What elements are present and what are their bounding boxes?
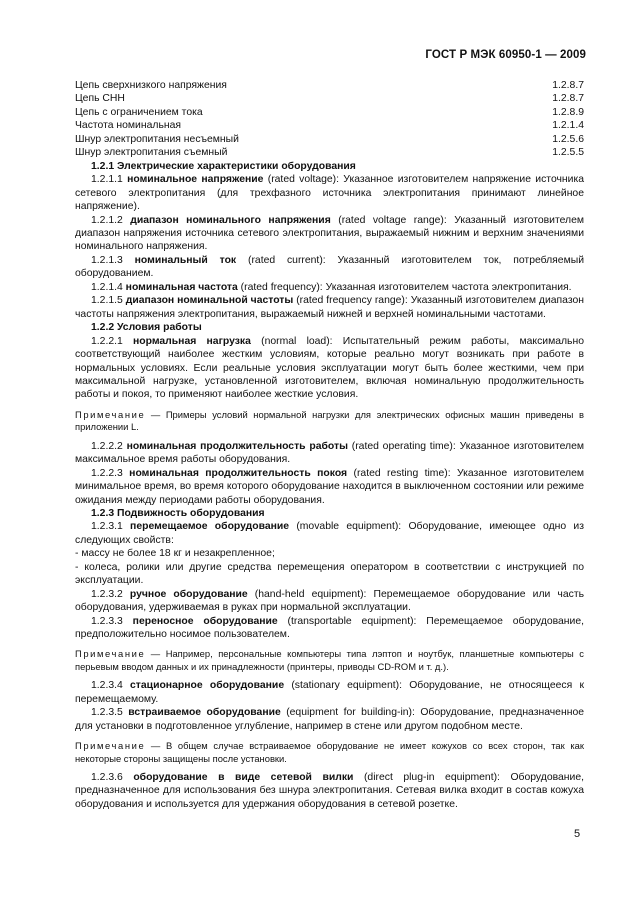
clause-term: номинальное напряжение [127, 174, 264, 186]
list-item: - массу не более 18 кг и незакрепленное; [75, 548, 275, 560]
clause-number: 1.2.3.5 [91, 707, 123, 719]
clause-text: (direct plug-in equipment): Оборудование, предназначенное для использования без шнура электропитания. Сетевая вилка входит в состав кожуха оборудования и используется для удержания оборудования в сетевой розетке. [75, 771, 585, 810]
clause-text: (rated current): Указанный изготовителем ток, потребляемый оборудованием. [75, 254, 585, 280]
index-ref: 1.2.1.4 [552, 120, 584, 132]
note-label: Примечание [75, 408, 146, 420]
page-number: 5 [574, 828, 581, 840]
clause-1-2-3-6 [75, 771, 584, 811]
clause-text: (stationary equipment): Оборудование, не относящееся к перемещаемому. [75, 680, 585, 705]
index-ref: 1.2.5.5 [552, 147, 584, 159]
clause-text: (transportable equipment): Перемещаемое оборудование, предположительно носимое пользователем. [75, 615, 584, 641]
clause-term: перемещаемое оборудование [130, 521, 290, 533]
clause-text: (rated frequency range): Указанный изготовителем диапазон частоты напряжения электропитания, выражаемый нижней и верхней номинальными частотами. [75, 295, 585, 320]
clause-number: 1.2.3.4 [91, 680, 123, 692]
clause-number: 1.2.3.1 [91, 521, 123, 533]
clause-text: (hand-held equipment): Перемещаемое оборудование или часть оборудования, удерживаемая в руках при нормальной эксплуатации. [75, 588, 584, 614]
index-ref: 1.2.8.9 [552, 106, 584, 118]
document-header: ГОСТ Р МЭК 60950-1 — 2009 [425, 49, 586, 61]
section-heading-1-2-2: 1.2.2 Условия работы [91, 322, 202, 334]
clause-text: (rated operating time): Указанное изготовителем максимальное время работы оборудования. [75, 440, 584, 466]
clause-1-2-3-4 [75, 679, 584, 706]
index-term: Цепь СНН [75, 93, 125, 105]
clause-text: (normal load): Испытательный режим работы, максимально соответствующий наиболее жестким условиям, которые реально могут возникать при работе в нормальных условиях. Если реальные условия эксплуатации могут быть более жесткими, чем при максимальной нагрузке, установленной изготовителем, включая номинальную продолжительность работы и покоя, то применяют наиболее жесткие условия. [75, 335, 584, 401]
clause-term: оборудование в виде сетевой вилки [133, 771, 354, 783]
clause-number: 1.2.3.6 [91, 771, 123, 783]
note [75, 648, 584, 673]
clause-number: 1.2.2.1 [91, 335, 123, 347]
index-row [75, 106, 584, 119]
index-ref: 1.2.5.6 [552, 133, 584, 145]
clause-1-2-3-2 [75, 588, 584, 615]
clause-term: номинальная продолжительность работы [126, 440, 348, 452]
index-ref: 1.2.8.7 [552, 93, 584, 105]
clause-1-2-1-3 [75, 254, 584, 281]
note-text: — В общем случае встраиваемое оборудование не имеет кожухов со всех сторон, так как некоторые стороны защищены после установки. [75, 740, 584, 764]
clause-term: нормальная нагрузка [133, 335, 251, 347]
note-text: — Например, персональные компьютеры типа лэптоп и ноутбук, планшетные компьютеры с перьевым вводом данных и их принадлежности (принтеры, приводы CD-ROM и т. д.). [75, 648, 584, 672]
note-text: — Примеры условий нормальной нагрузки для электрических офисных машин приведены в приложении L. [75, 408, 584, 433]
page-content [75, 79, 584, 811]
clause-term: номинальная продолжительность покоя [129, 467, 348, 479]
clause-number: 1.2.1.4 [91, 281, 123, 293]
clause-term: стационарное оборудование [130, 680, 285, 692]
index-row [75, 79, 584, 92]
clause-1-2-3-1 [75, 520, 584, 547]
list-item: - колеса, ролики или другие средства перемещения оператором в соответствии с инструкцией по эксплуатации. [75, 561, 584, 587]
clause-number: 1.2.3.3 [91, 615, 123, 627]
clause-term: ручное оборудование [129, 588, 248, 600]
clause-term: переносное оборудование [132, 615, 278, 627]
clause-1-2-2-3 [75, 467, 584, 507]
clause-1-2-1-1 [75, 173, 584, 213]
clause-text: (rated voltage range): Указанный изготовителем диапазон напряжения источника сетевого электропитания, выражаемый нижним и верхним значениями номинального напряжения. [75, 214, 584, 253]
clause-number: 1.2.2.3 [91, 467, 123, 479]
clause-term: диапазон номинальной частоты [125, 295, 294, 307]
index-term: Шнур электропитания несъемный [75, 133, 239, 145]
clause-1-2-3-5 [75, 706, 584, 733]
clause-1-2-2-2 [75, 440, 584, 467]
clause-term: диапазон номинального напряжения [130, 214, 331, 226]
index-term: Цепь сверхнизкого напряжения [75, 80, 227, 91]
clause-text: (movable equipment): Оборудование, имеющее одно из следующих свойств: [75, 521, 584, 546]
index-ref: 1.2.8.7 [552, 80, 584, 91]
note-label: Примечание [75, 648, 146, 660]
clause-1-2-1-2 [75, 214, 584, 254]
index-row [75, 146, 584, 159]
clause-text: (rated frequency): Указанная изготовителем частота электропитания. [237, 281, 572, 293]
index-list [75, 79, 584, 160]
index-row [75, 133, 584, 146]
clause-1-2-1-5 [75, 294, 584, 321]
clause-number: 1.2.1.1 [91, 174, 123, 186]
clause-number: 1.2.1.5 [91, 295, 123, 307]
note [75, 409, 584, 434]
section-heading-1-2-3: 1.2.3 Подвижность оборудования [91, 507, 265, 519]
index-row [75, 92, 584, 105]
clause-1-2-3-3 [75, 615, 584, 642]
index-term: Шнур электропитания съемный [75, 147, 228, 159]
clause-1-2-1-4 [75, 281, 584, 294]
clause-1-2-2-1 [75, 335, 584, 402]
clause-number: 1.2.1.2 [91, 214, 123, 226]
clause-text: (rated resting time): Указанное изготовителем минимальное время, во время которого оборудование находится в выключенном состоянии или режиме ожидания между периодами работы оборудования. [75, 467, 584, 506]
clause-text: (rated voltage): Указанное изготовителем напряжение источника сетевого электропитания (для трехфазного источника электропитания принимают линейное напряжение). [75, 174, 584, 213]
clause-number: 1.2.2.2 [91, 440, 123, 452]
index-row [75, 119, 584, 132]
clause-term: номинальная частота [125, 281, 238, 293]
clause-number: 1.2.1.3 [91, 254, 123, 266]
clause-term: встраиваемое оборудование [128, 707, 281, 719]
clause-number: 1.2.3.2 [91, 588, 123, 600]
section-heading-1-2-1: 1.2.1 Электрические характеристики оборудования [91, 160, 356, 172]
index-term: Цепь с ограничением тока [75, 106, 203, 118]
clause-term: номинальный ток [134, 254, 237, 266]
note-label: Примечание [75, 740, 146, 752]
index-term: Частота номинальная [75, 120, 182, 132]
clause-text: (equipment for building-in): Оборудование, предназначенное для установки в подготовленное углубление, например в стене или другом подобном месте. [75, 707, 584, 732]
note [75, 740, 584, 765]
